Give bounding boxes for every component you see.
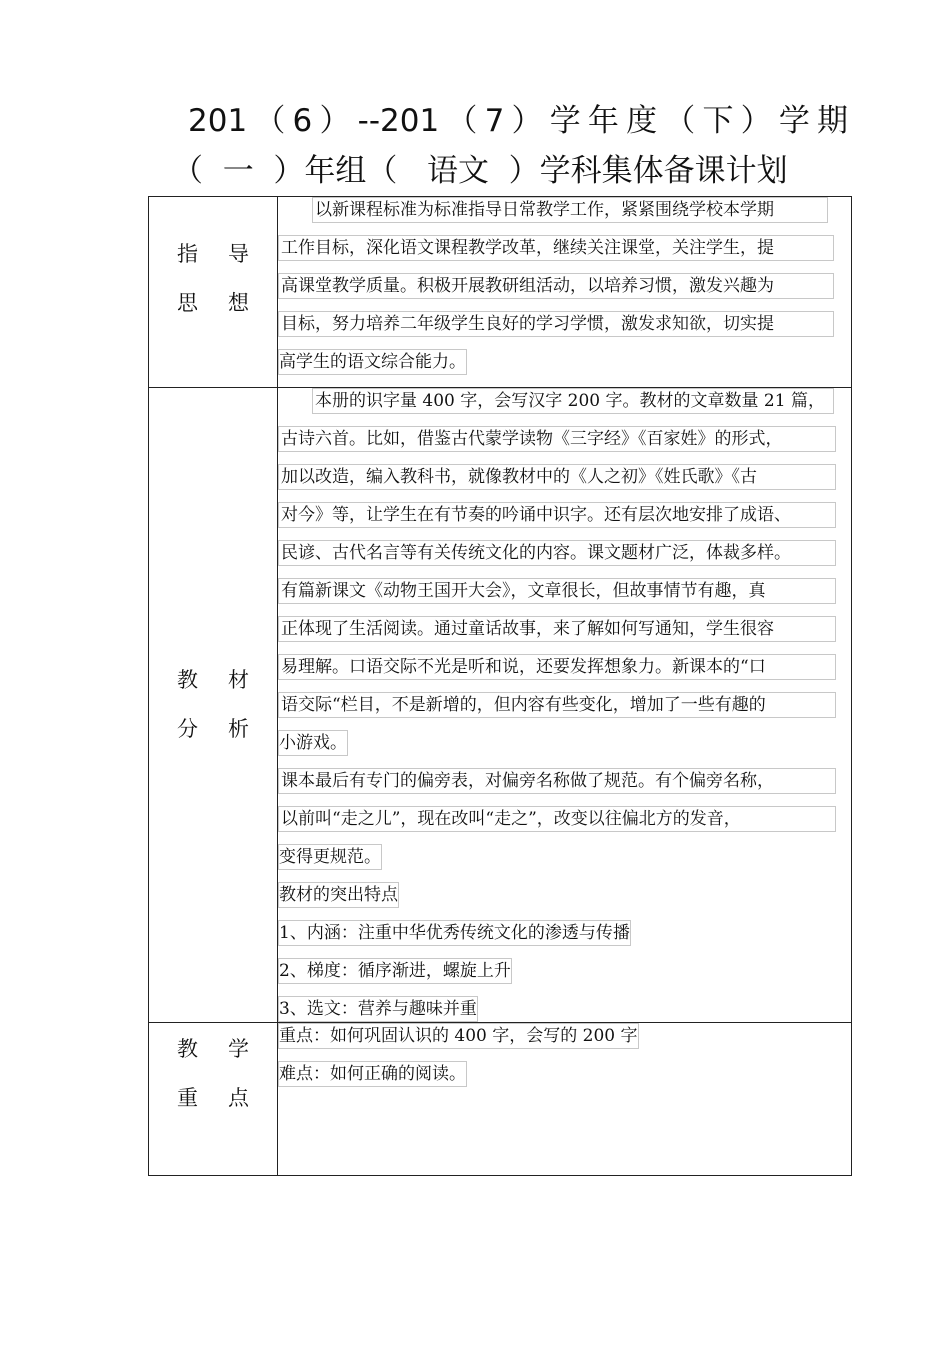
section-material-analysis	[149, 388, 852, 1023]
title-token: 学	[549, 103, 581, 139]
title-token: ）	[511, 103, 543, 139]
title-token: （	[446, 103, 478, 139]
text-line: 变得更规范。	[278, 844, 382, 870]
section-content	[278, 197, 852, 388]
section-label	[149, 197, 278, 388]
section-content	[278, 1023, 852, 1176]
text-line: 1、内涵：注重中华优秀传统文化的渗透与传播	[278, 920, 631, 946]
title-token: 学	[778, 103, 810, 139]
label-line: 思想	[177, 291, 279, 315]
text-line: 正体现了生活阅读。通过童话故事，来了解如何写通知，学生很容	[278, 616, 836, 642]
section-label	[149, 388, 278, 1023]
title-token: --201	[357, 103, 440, 139]
text-line: 本册的识字量 400 字，会写汉字 200 字。教材的文章数量 21 篇，	[312, 388, 834, 414]
text-line: 以前叫“走之儿”，现在改叫“走之”，改变以往偏北方的发音，	[278, 806, 836, 832]
title-token: 6	[292, 103, 313, 139]
text-line: 教材的突出特点	[278, 882, 399, 908]
text-line: 小游戏。	[278, 730, 348, 756]
text-line: 语交际“栏目，不是新增的，但内容有些变化，增加了一些有趣的	[278, 692, 836, 718]
text-line: 工作目标，深化语文课程教学改革，继续关注课堂，关注学生，提	[278, 235, 834, 261]
text-line: 2、梯度：循序渐进，螺旋上升	[278, 958, 512, 984]
title-token: ）	[740, 103, 772, 139]
text-line: 古诗六首。比如，借鉴古代蒙学读物《三字经》《百家姓》的形式，	[278, 426, 836, 452]
text-line: 目标，努力培养二年级学生良好的学习学惯，激发求知欲，切实提	[278, 311, 834, 337]
text-line: 高学生的语文综合能力。	[278, 349, 467, 375]
title-token: （	[254, 103, 286, 139]
title-token: 年	[587, 103, 619, 139]
text-line: 重点：如何巩固认识的 400 字，会写的 200 字	[278, 1023, 639, 1049]
title-token: （	[664, 103, 696, 139]
text-line: 难点：如何正确的阅读。	[278, 1061, 467, 1087]
text-line: 3、选文：营养与趣味并重	[278, 996, 478, 1022]
label-line: 重点	[177, 1086, 279, 1110]
section-content	[278, 388, 852, 1023]
section-key-points	[149, 1023, 852, 1176]
text-line: 以新课程标准为标准指导日常教学工作，紧紧围绕学校本学期	[312, 197, 828, 223]
title-token: 201	[188, 103, 248, 139]
text-line: 课本最后有专门的偏旁表，对偏旁名称做了规范。有个偏旁名称，	[278, 768, 836, 794]
plan-table	[148, 196, 852, 1176]
title-text: （ 一 ）年组（ 语文 ）学科集体备课计划	[172, 153, 788, 189]
section-label	[149, 1023, 278, 1176]
section-guiding-thought	[149, 197, 852, 388]
text-line: 对今》等，让学生在有节奏的吟诵中识字。还有层次地安排了成语、	[278, 502, 836, 528]
label-line: 分析	[177, 716, 279, 741]
text-line: 民谚、古代名言等有关传统文化的内容。课文题材广泛，体裁多样。	[278, 540, 836, 566]
label-line: 指导	[177, 242, 279, 266]
label-line: 教学	[177, 1037, 279, 1061]
title-line-1	[188, 100, 848, 142]
text-line: 易理解。口语交际不光是听和说，还要发挥想象力。新课本的“口	[278, 654, 836, 680]
text-line: 高课堂教学质量。积极开展教研组活动，以培养习惯，激发兴趣为	[278, 273, 834, 299]
title-token: 下	[702, 103, 734, 139]
text-line: 加以改造，编入教科书，就像教材中的《人之初》《姓氏歌》《古	[278, 464, 836, 490]
title-token: 7	[484, 103, 505, 139]
title-token: 度	[626, 103, 658, 139]
title-token: 期	[817, 103, 848, 139]
label-line: 教材	[177, 667, 279, 692]
text-line: 有篇新课文《动物王国开大会》，文章很长，但故事情节有趣，真	[278, 578, 836, 604]
title-token: ）	[319, 103, 351, 139]
